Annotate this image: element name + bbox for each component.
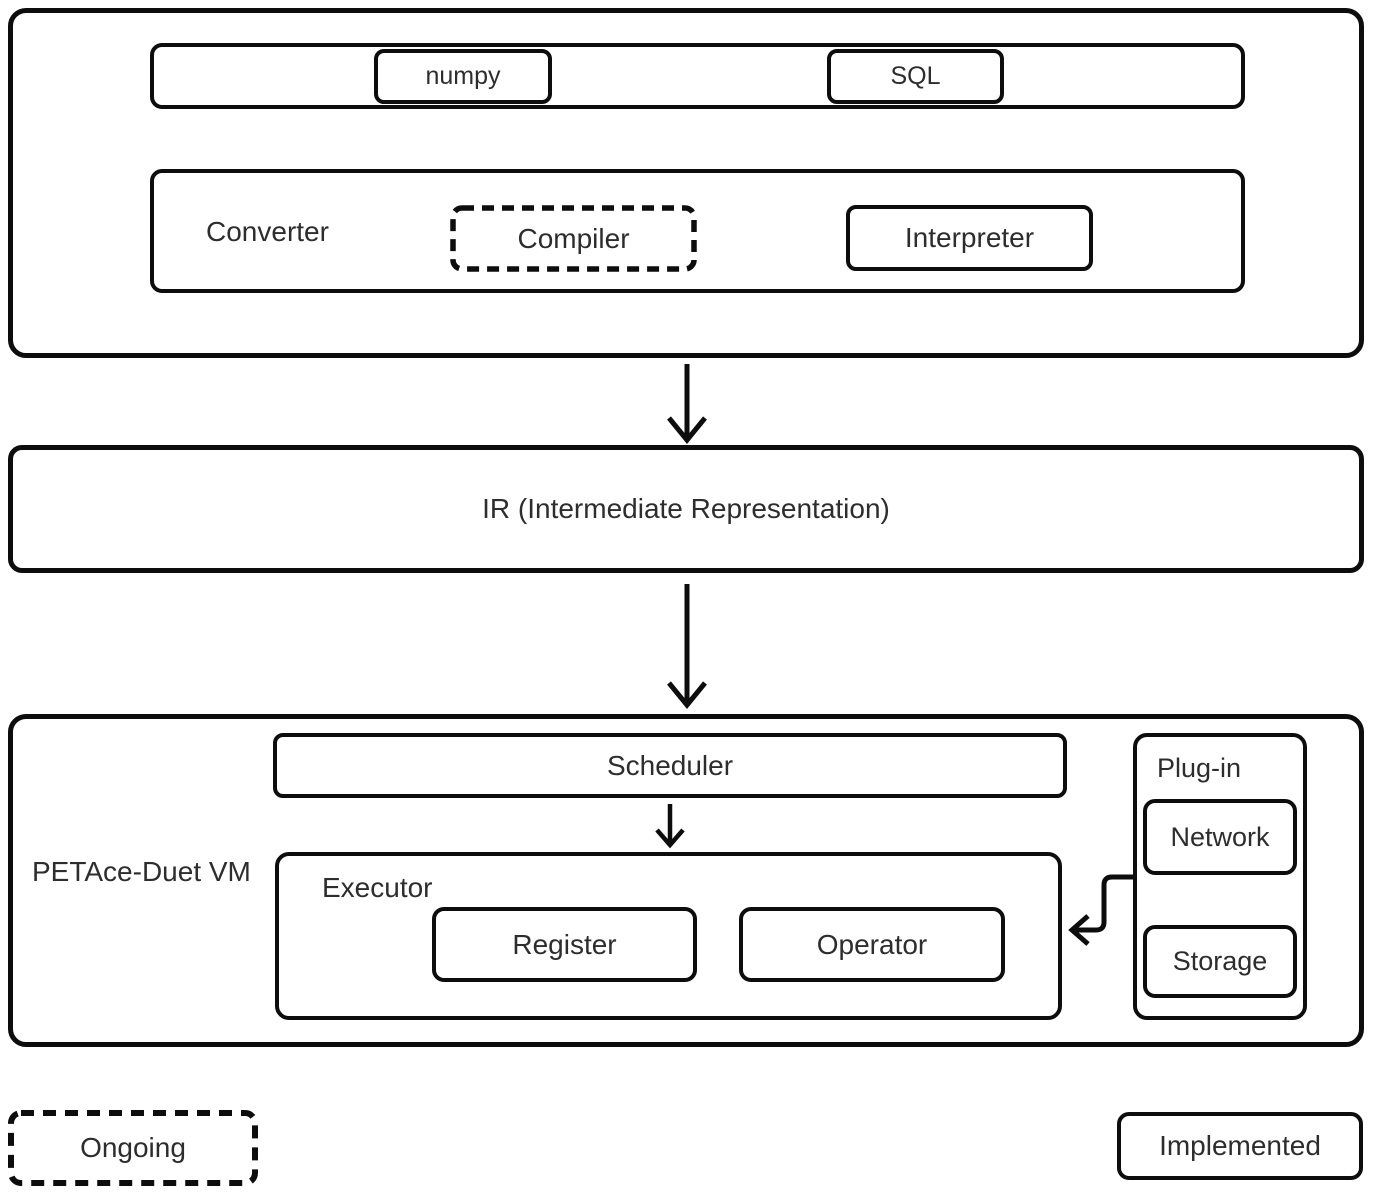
scheduler-box [273, 733, 1067, 798]
sql-box [827, 49, 1004, 104]
register-label: Register [512, 928, 617, 960]
frontend-to-ir-arrow [659, 362, 715, 446]
languages-bar [150, 43, 1245, 109]
scheduler-to-executor-arrow [650, 803, 690, 849]
vm-label: PETAce-Duet VM [32, 856, 251, 887]
ir-to-vm-arrow [659, 582, 715, 711]
legend-implemented-box [1117, 1112, 1363, 1180]
interpreter-label: Interpreter [904, 222, 1035, 253]
storage-box [1143, 925, 1297, 998]
network-label: Network [1170, 821, 1270, 852]
plugin-label: Plug-in [1157, 753, 1242, 783]
converter-label: Converter [206, 216, 329, 247]
ir-label: IR (Intermediate Representation) [482, 493, 890, 524]
scheduler-label: Scheduler [606, 749, 734, 781]
storage-label: Storage [1172, 946, 1268, 976]
ir-box [8, 445, 1364, 573]
interpreter-box [846, 205, 1093, 271]
operator-box [739, 907, 1005, 982]
network-box [1143, 799, 1297, 875]
operator-label: Operator [816, 928, 928, 960]
sql-label: SQL [890, 62, 941, 90]
numpy-label: numpy [425, 62, 501, 90]
compiler-box [450, 205, 697, 272]
compiler-label: Compiler [517, 222, 630, 254]
register-box [432, 907, 697, 982]
numpy-box [374, 49, 552, 104]
legend-ongoing-box [8, 1110, 258, 1186]
executor-label: Executor [322, 872, 433, 903]
plugin-to-executor-arrow [1058, 858, 1138, 950]
legend-implemented-label: Implemented [1159, 1130, 1321, 1161]
legend-ongoing-label: Ongoing [80, 1132, 186, 1163]
